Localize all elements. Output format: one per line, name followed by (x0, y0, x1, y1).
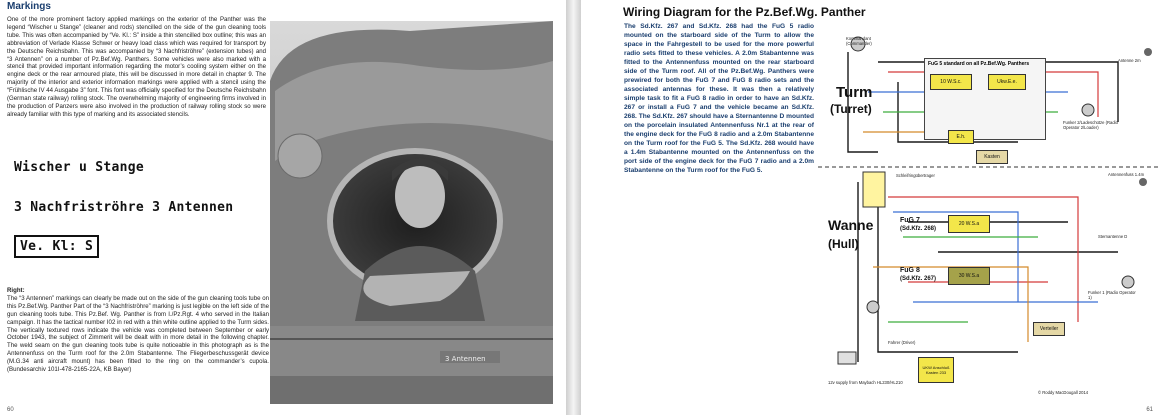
diagram-description: The Sd.Kfz. 267 and Sd.Kfz. 268 had the FuG 5 radio mounted on the starboard side of the Turm to allow the space in the Fahrgestell to be used for the more powerful radio sets fitted to these vehicles. A 2.0m Stabantenne was fitted to the Antennenfuss mounted on the rear starboard side of the Turm roof. All of the Pz.Bef.Wg. Panthers were prewired for both the FuG 7 and FuG 8 radio sets and the associated antennas for these. It was then a relatively simple task to fit a FuG 8 radio in order to have an Sd.Kfz. 267 or install a FuG 7 and the vehicle became an Sd.Kfz. 268. The Sd.Kfz. 267 should have a Sternantenne D mounted on the porcelain insulated Antennenfuss Nr.1 at the rear of the engine deck for the FuG 8 radio and a 2.0m Stabantenne on the Turm roof for the FuG 5. The Sd.Kfz. 268 would have a 1.4m Stabantenne mounted on the Antennenfuss on the port side of the engine deck for the FuG 7 radio and a 2.0m Stabantenne on the Turm roof for the FuG 5. (624, 23, 814, 174)
stencil-wischer: Wischer u Stange (14, 160, 145, 175)
fug8-sub: (Sd.Kfz. 267) (900, 276, 937, 282)
label-funker1: Funker 1 (Radio Operator 1) (1088, 290, 1136, 300)
diagram-footnote: 12v supply from Maybach HL230/HL210 (828, 380, 903, 385)
box-30w: 30 W.S.a (948, 267, 990, 285)
section-title: Markings (7, 1, 51, 12)
box-verteiler: Verteiler (1033, 322, 1065, 336)
label-fahrer: Fahrer (Driver) (888, 340, 916, 345)
diagram-credit: © Roddy MacDougall 2014 (1038, 390, 1089, 395)
label-antenne2: Antenne 2m (1118, 58, 1141, 63)
caption-heading: Right: (7, 287, 25, 294)
stencil-nachfrist: 3 Nachfriströhre 3 Antennen (14, 200, 234, 215)
page-number-right: 61 (1146, 407, 1153, 413)
tank-photo-image (270, 21, 553, 404)
photo-marking: 3 Antennen (445, 355, 486, 363)
caption-text: The “3 Antennen” markings can clearly be made out on the side of the gun cleaning tools tube on this Pz.Bef.Wg. Panther Part of the “3 Nachfriströhre” marking is just legible on the left side of the gun cleaning tools tube. This Pz.Bef. Wg. Panther is from I./Pz.Rgt. 4 who served in the Italian campaign. It has the tactical number I02 in red with a thin white outline applied to the Turm sides. The vertically textured rows indicate the vehicle was completed between September or early October 1943, the subject of Zimmerit will be dealt with in more detail in the following chapter. The weld seam on the gun cleaning tools tube is quite noticeable in this photograph as is the Antennenfuss on the Turm roof for the 2.0m Stabantenne. The Fliegerbeschussgerät device (M.G.34 anti aircraft mount) has been fitted to the ring on the commander’s cupola. (Bundesarchiv 101I-478-2165-22A, KB Bayer) (7, 294, 269, 374)
label-stern: Sternantenne D (1098, 234, 1128, 239)
intro-paragraph: One of the more prominent factory applied markings on the exterior of the Panther was the legend “Wischer u Stange” (cleaner and rods) stencilled on the side of the gun cleaning tools tube. This was often accompanied by “Ve. Kl.: S” inside a thin stencilled box outline; this was an abbreviation of Verlade Klasse Schwer or heavy load class which was required for transport by the Deutsche Reichsbahn. This was accompanied by “3 Nachfriströhre” (extension tubes) and “3 Antennen” on a number of Pz.Bef.Wg. Panthers. Some vehicles were also marked with a stencil that provided important information regarding the motor’s cooling system either on the engine deck or the rear armoured plate, this will be discussed in more detail in chapter 9. The majority of the interior and exterior information markings were applied with a stencil using the “Frühlische IV 44 Ausgabe 3” font. This font was officially specified for the Deutsche Reichsbahn (German state railway) rolling stock. The overwhelming majority of engineering firms involved in the production of Panzers were also involved in the production of railway rolling stock so were already familiar with this type of marking and its associated stencils. (7, 16, 266, 118)
page-number-left: 60 (7, 407, 14, 413)
fug7-sub: (Sd.Kfz. 268) (900, 226, 937, 232)
label-schleif: Schleifringübertrager (896, 173, 935, 178)
fug8-label: FuG 8 (900, 267, 920, 274)
fug7-label: FuG 7 (900, 217, 920, 224)
label-funker2: Funker 2/Ladeschütze (Radio Operator 2/Loader) (1063, 120, 1118, 130)
label-wanne: Wanne (828, 217, 874, 233)
photo-caption (7, 287, 269, 374)
box-20w: 20 W.S.a (948, 215, 990, 233)
box-ukwe: Ukw.E.e. (988, 74, 1026, 90)
label-antenne14: Antennenfuss 1.4m (1108, 172, 1145, 177)
diagram-title: Wiring Diagram for the Pz.Bef.Wg. Panther (623, 5, 866, 19)
left-page (0, 0, 566, 415)
right-page (581, 0, 1161, 415)
box-ugk: UKW Anschluß Kasten 233 (918, 357, 954, 383)
book-gutter (566, 0, 581, 415)
label-turm: Turm (836, 84, 873, 101)
fug5-panel (924, 58, 1046, 140)
label-kommandant: Kommandant (Commander) (846, 36, 872, 46)
box-eh: E.h. (948, 130, 974, 144)
fug5-label: FuG 5 standard on all Pz.Bef.Wg. Panthers (928, 61, 1030, 67)
stencil-ve-kl: Ve. Kl: S (14, 235, 99, 258)
tank-photo (270, 21, 553, 404)
label-turret: (Turret) (830, 102, 872, 116)
label-hull: (Hull) (828, 237, 859, 251)
box-10wsc: 10 W.S.c. (930, 74, 972, 90)
wiring-diagram (818, 22, 1161, 403)
box-kasten: Kasten (976, 150, 1008, 164)
